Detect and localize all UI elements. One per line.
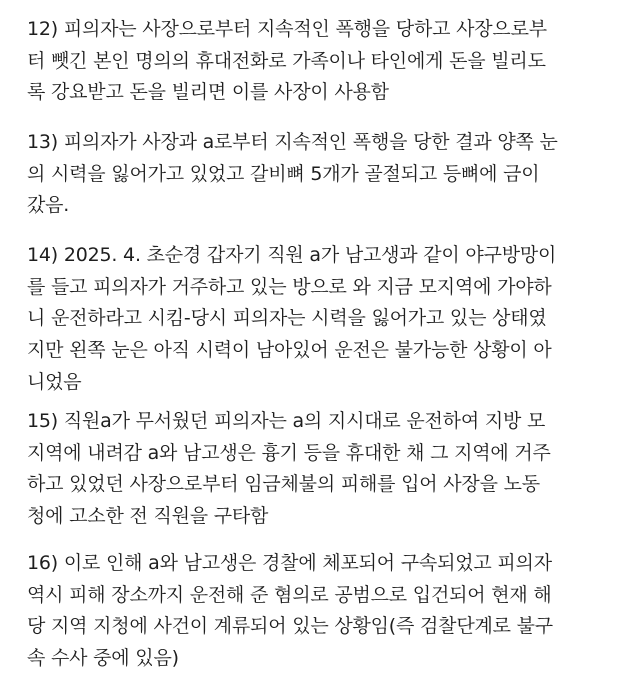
text-line: 지역에 내려감 a와 남고생은 흉기 등을 휴대한 채 그 지역에 거주 <box>27 441 551 464</box>
text-line: 의 시력을 잃어가고 있었고 갈비뼈 5개가 골절되고 등뼈에 금이 <box>27 162 540 185</box>
text-line: 속 수사 중에 있음) <box>27 647 179 670</box>
text-line: 12) 피의자는 사장으로부터 지속적인 폭행을 당하고 사장으로부 <box>27 18 547 40</box>
text-line: 지만 왼쪽 눈은 아직 시력이 남아있어 운전은 불가능한 상황이 아 <box>27 339 552 362</box>
text-line: 당 지역 지청에 사건이 계류되어 있는 상황임(즉 검찰단계로 불구 <box>27 615 553 638</box>
text-line: 청에 고소한 전 직원을 구타함 <box>27 505 269 528</box>
paragraph-16 <box>27 548 624 675</box>
text-line: 15) 직원a가 무서웠던 피의자는 a의 지시대로 운전하여 지방 모 <box>27 410 546 432</box>
text-line: 록 강요받고 돈을 빌리면 이를 사장이 사용함 <box>27 81 389 104</box>
text-line: 를 들고 피의자가 거주하고 있는 방으로 와 지금 모지역에 가야하 <box>27 275 552 298</box>
text-line: 16) 이로 인해 a와 남고생은 경찰에 체포되어 구속되었고 피의자 <box>27 552 552 574</box>
paragraph-15 <box>27 406 624 533</box>
text-line: 하고 있었던 사장으로부터 임금체불의 피해를 입어 사장을 노동 <box>27 473 540 496</box>
text-line: 역시 피해 장소까지 운전해 준 혐의로 공범으로 입건되어 현재 해 <box>27 583 552 606</box>
text-line: 니었음 <box>27 370 82 393</box>
paragraph-12 <box>27 14 624 109</box>
paragraph-14 <box>27 240 624 399</box>
paragraph-13 <box>27 127 624 222</box>
text-line: 갔음. <box>27 194 70 217</box>
text-line: 터 뺏긴 본인 명의의 휴대전화로 가족이나 타인에게 돈을 빌리도 <box>27 49 546 72</box>
text-line: 13) 피의자가 사장과 a로부터 지속적인 폭행을 당한 결과 양쪽 눈 <box>27 131 558 153</box>
text-line: 14) 2025. 4. 초순경 갑자기 직원 a가 남고생과 같이 야구방망이 <box>27 244 557 266</box>
text-line: 니 운전하라고 시킴-당시 피의자는 시력을 잃어가고 있는 상태였 <box>27 307 547 330</box>
